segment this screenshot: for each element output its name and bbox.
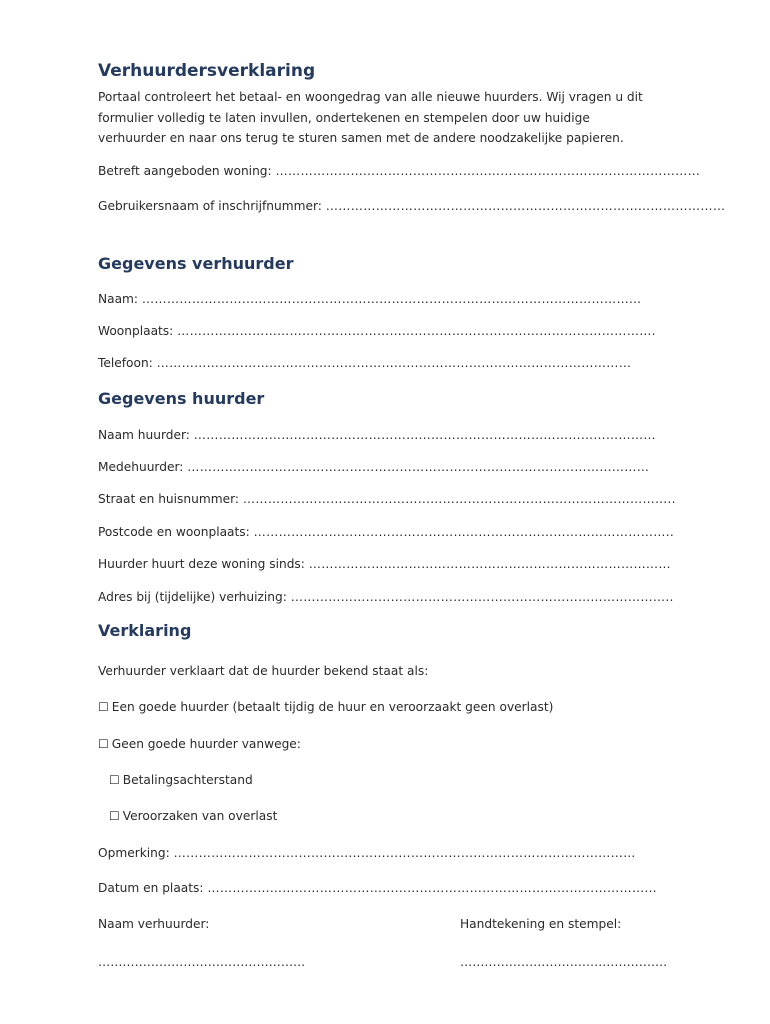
field-datum-plaats[interactable] bbox=[98, 880, 657, 896]
section-heading-verklaring: Verklaring bbox=[98, 621, 192, 640]
field-dots: …………………………………………………………………………… bbox=[308, 557, 671, 571]
field-dots: …………………………………………………………………………………………………… bbox=[156, 356, 632, 370]
signature-name-label: Naam verhuurder: bbox=[98, 917, 210, 931]
signature-sign-field[interactable]: …………………………………………… bbox=[460, 955, 668, 969]
field-telefoon[interactable] bbox=[98, 355, 634, 371]
field-label: Gebruikersnaam of inschrijfnummer: bbox=[98, 199, 322, 213]
page-title: Verhuurdersverklaring bbox=[98, 61, 316, 81]
checkbox-label: Geen goede huurder vanwege: bbox=[111, 737, 301, 751]
field-dots: …………………………………………………………………………………… bbox=[325, 199, 726, 213]
checkbox-label: Een goede huurder (betaalt tijdig de huur en veroorzaakt geen overlast) bbox=[111, 700, 554, 714]
field-dots: ………………………………………………………………………………………………… bbox=[173, 846, 636, 860]
field-opmerking[interactable] bbox=[98, 845, 634, 861]
field-straat-huisnummer[interactable] bbox=[98, 491, 676, 507]
field-dots: ………………………………………………………………………………………………… bbox=[187, 460, 650, 474]
signature-name-field[interactable]: …………………………………………… bbox=[98, 955, 306, 969]
field-label: Opmerking: bbox=[98, 846, 170, 860]
field-label: Telefoon: bbox=[98, 356, 153, 370]
checkbox-geen-goede-huurder[interactable] bbox=[98, 736, 634, 752]
checkbox-icon[interactable]: ☐ bbox=[109, 809, 120, 823]
checkbox-label: Veroorzaken van overlast bbox=[122, 809, 278, 823]
field-dots: ………………………………………………………………………………………… bbox=[275, 164, 701, 178]
field-label: Huurder huurt deze woning sinds: bbox=[98, 557, 305, 571]
checkbox-icon[interactable]: ☐ bbox=[109, 773, 120, 787]
section-heading-huurder: Gegevens huurder bbox=[98, 389, 265, 408]
field-dots: ………………………………………………………………………………………………… bbox=[193, 428, 656, 442]
field-label: Straat en huisnummer: bbox=[98, 492, 239, 506]
field-postcode-woonplaats[interactable] bbox=[98, 524, 675, 540]
checkbox-overlast[interactable] bbox=[109, 808, 645, 824]
field-woonplaats[interactable] bbox=[98, 323, 656, 339]
checkbox-label: Betalingsachterstand bbox=[122, 773, 253, 787]
field-dots: ……………………………………………………………………………………………… bbox=[207, 881, 657, 895]
field-label: Woonplaats: bbox=[98, 324, 174, 338]
field-aangeboden-woning[interactable] bbox=[98, 163, 701, 179]
field-adres-verhuizing[interactable] bbox=[98, 589, 674, 605]
field-label: Postcode en woonplaats: bbox=[98, 525, 250, 539]
field-dots: ……………………………………………………………………………………….. bbox=[253, 525, 675, 539]
intro-text: Portaal controleert het betaal- en woongedrag van alle nieuwe huurders. Wij vragen u dit formulier volledig te laten invullen, ondertekenen en stempelen door uw huidige verhuurder en naar ons terug te sturen samen met de andere noodzakelijke papieren. bbox=[98, 90, 643, 145]
field-gebruikersnaam[interactable] bbox=[98, 198, 726, 214]
field-medehuurder[interactable] bbox=[98, 459, 650, 475]
section-heading-verhuurder: Gegevens verhuurder bbox=[98, 254, 294, 273]
field-label: Adres bij (tijdelijke) verhuizing: bbox=[98, 590, 287, 604]
checkbox-betalingsachterstand[interactable] bbox=[109, 772, 645, 788]
field-dots: ……………………………………………………………………………….. bbox=[290, 590, 674, 604]
field-label: Naam: bbox=[98, 292, 139, 306]
field-dots: ………………………………………………………………………………………………………… bbox=[141, 292, 642, 306]
field-huurt-sinds[interactable] bbox=[98, 556, 671, 572]
field-naam-huurder[interactable] bbox=[98, 427, 656, 443]
declaration-statement: Verhuurder verklaart dat de huurder bekend staat als: bbox=[98, 664, 429, 678]
field-label: Betreft aangeboden woning: bbox=[98, 164, 272, 178]
field-dots: ……………………………………………………………………………………………………. bbox=[177, 324, 656, 338]
checkbox-goede-huurder[interactable] bbox=[98, 699, 634, 715]
field-naam[interactable] bbox=[98, 291, 642, 307]
field-label: Naam huurder: bbox=[98, 428, 190, 442]
checkbox-icon[interactable]: ☐ bbox=[98, 700, 109, 714]
field-label: Medehuurder: bbox=[98, 460, 184, 474]
signature-sign-label: Handtekening en stempel: bbox=[460, 917, 622, 931]
field-label: Datum en plaats: bbox=[98, 881, 204, 895]
field-dots: ………………………………………………………………………………………….. bbox=[242, 492, 676, 506]
checkbox-icon[interactable]: ☐ bbox=[98, 737, 109, 751]
